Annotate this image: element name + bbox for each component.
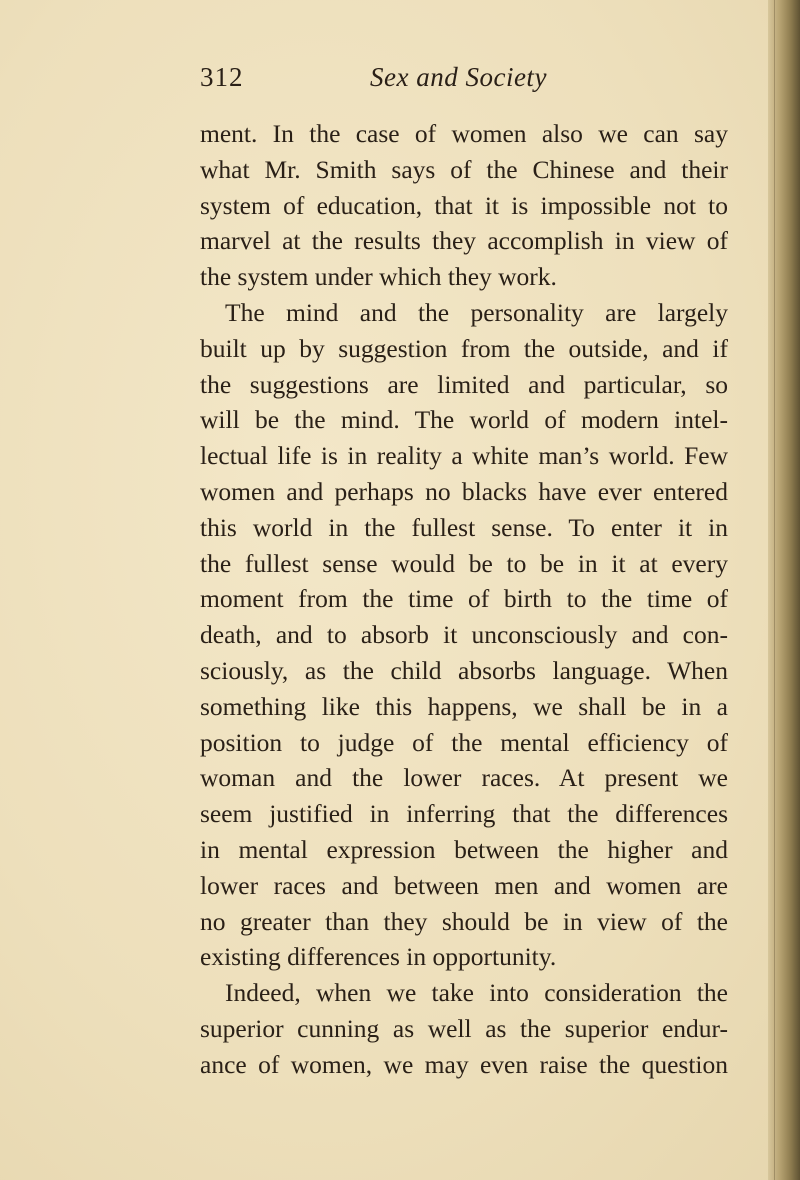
text-line: seem justified in inferring that the differences — [200, 799, 728, 829]
text-line: moment from the time of birth to the time of — [200, 584, 728, 614]
text-line: will be the mind. The world of modern intel- — [200, 405, 728, 435]
text-line: system of education, that it is impossible not to — [200, 190, 728, 220]
running-title: Sex and Society — [370, 62, 547, 92]
page-number: 312 — [200, 62, 244, 92]
text-line: woman and the lower races. At present we — [200, 763, 728, 793]
page-edge — [768, 0, 800, 1180]
text-line: what Mr. Smith says of the Chinese and their — [200, 154, 728, 184]
text-line: this world in the fullest sense. To enter it in — [200, 512, 728, 542]
text-line: lower races and between men and women are — [200, 870, 728, 900]
text-line: no greater than they should be in view of the — [200, 906, 728, 936]
text-line: death, and to absorb it unconsciously and con- — [200, 620, 728, 650]
text-line: in mental expression between the higher and — [200, 834, 728, 864]
body-text — [200, 116, 728, 1083]
text-line: women and perhaps no blacks have ever entered — [200, 476, 728, 506]
text-line: lectual life is in reality a white man’s world. Few — [200, 441, 728, 471]
text-line: the fullest sense would be to be in it at every — [200, 548, 728, 578]
text-line: the suggestions are limited and particular, so — [200, 369, 728, 399]
running-header — [200, 62, 755, 102]
text-line: position to judge of the mental efficiency of — [200, 727, 728, 757]
text-line: something like this happens, we shall be in a — [200, 691, 728, 721]
text-line: the system under which they work. — [200, 262, 557, 292]
text-line: The mind and the personality are largely — [225, 297, 728, 327]
text-line: ment. In the case of women also we can say — [200, 119, 728, 148]
text-line: Indeed, when we take into consideration the — [225, 978, 728, 1008]
text-line: ance of women, we may even raise the question — [200, 1049, 728, 1079]
text-line: sciously, as the child absorbs language. When — [200, 655, 728, 685]
text-line: existing differences in opportunity. — [200, 942, 557, 972]
text-line: superior cunning as well as the superior endur- — [200, 1013, 728, 1043]
text-line: built up by suggestion from the outside, and if — [200, 333, 728, 363]
text-line: marvel at the results they accomplish in view of — [200, 226, 728, 256]
